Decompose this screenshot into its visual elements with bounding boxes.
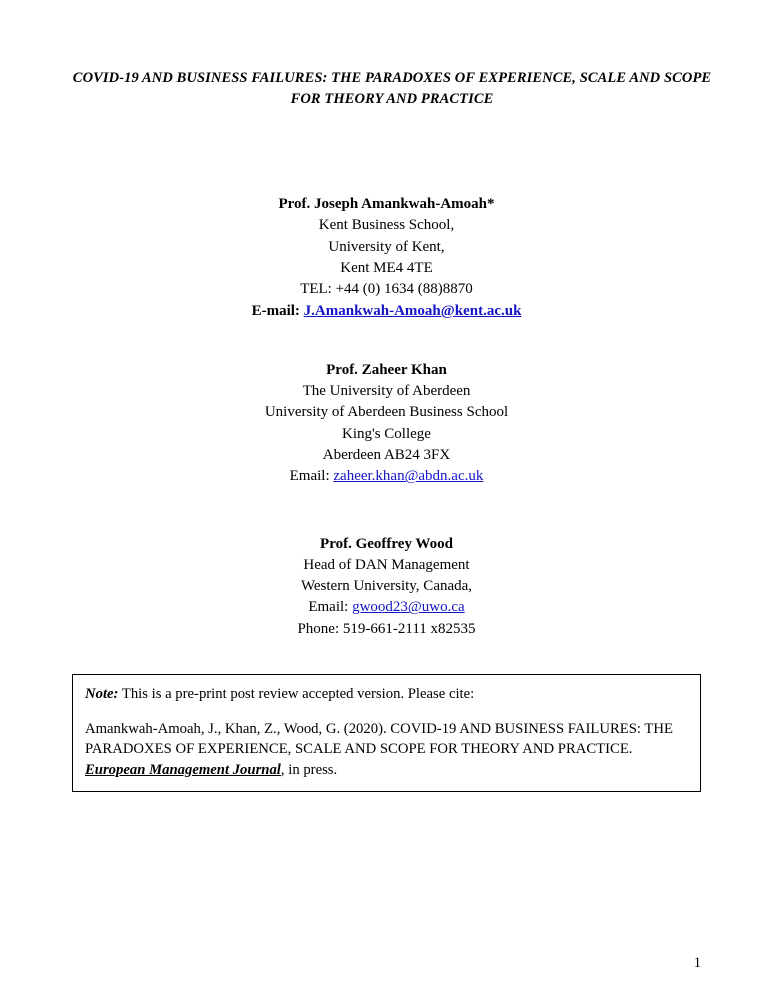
- note-lead-line: [85, 684, 688, 705]
- note-text: This is a pre-print post review accepted version. Please cite:: [118, 686, 475, 703]
- author-name: Prof. Joseph Amankwah-Amoah*: [278, 196, 495, 213]
- author-affiliation-line: The University of Aberdeen: [302, 383, 471, 400]
- note-spacer: [85, 705, 688, 719]
- author-block-2: [72, 360, 701, 488]
- email-label: Email:: [289, 468, 334, 485]
- author-affiliation-line: Head of DAN Management: [303, 556, 470, 573]
- author-email-line: [72, 466, 701, 487]
- note-box: [72, 674, 701, 792]
- author-email-link[interactable]: J.Amankwah-Amoah@kent.ac.uk: [303, 302, 522, 319]
- email-label: E-mail:: [251, 302, 304, 319]
- page-title: COVID-19 AND BUSINESS FAILURES: THE PARADOXES OF EXPERIENCE, SCALE AND SCOPE FOR THEORY AND PRACTICE: [72, 70, 712, 108]
- author-name: Prof. Zaheer Khan: [326, 361, 447, 378]
- citation-text-part1: Amankwah-Amoah, J., Khan, Z., Wood, G. (2020). COVID-19 AND BUSINESS FAILURES: THE PARADOXES OF EXPERIENCE, SCALE AND SCOPE FOR THEORY AND PRACTICE.: [85, 720, 673, 758]
- author-email-line: [72, 597, 701, 618]
- citation-text-part2: , in press.: [280, 761, 338, 778]
- author-name: Prof. Geoffrey Wood: [320, 535, 453, 552]
- author-phone-line: Phone: 519-661-2111 x82535: [297, 620, 476, 637]
- author-affiliation-line: University of Aberdeen Business School: [264, 404, 509, 421]
- author-email-link[interactable]: gwood23@uwo.ca: [352, 599, 465, 616]
- author-email-link[interactable]: zaheer.khan@abdn.ac.uk: [333, 468, 484, 485]
- note-label: Note:: [85, 686, 119, 703]
- author-affiliation-line: King's College: [342, 425, 431, 442]
- page-number: 1: [693, 955, 701, 971]
- email-label: Email:: [308, 599, 353, 616]
- author-block-3: [72, 534, 701, 640]
- author-affiliation-line: Aberdeen AB24 3FX: [322, 447, 451, 463]
- author-phone-line: TEL: +44 (0) 1634 (88)8870: [300, 281, 473, 298]
- author-affiliation-line: University of Kent,: [328, 238, 445, 255]
- author-affiliation-line: Western University, Canada,: [300, 578, 473, 595]
- author-affiliation-line: Kent Business School,: [318, 217, 455, 234]
- author-email-line: [72, 301, 701, 322]
- author-block-1: [72, 194, 701, 322]
- citation-journal-name: European Management Journal: [85, 761, 281, 778]
- citation: [85, 719, 688, 781]
- author-affiliation-line: Kent ME4 4TE: [340, 259, 433, 276]
